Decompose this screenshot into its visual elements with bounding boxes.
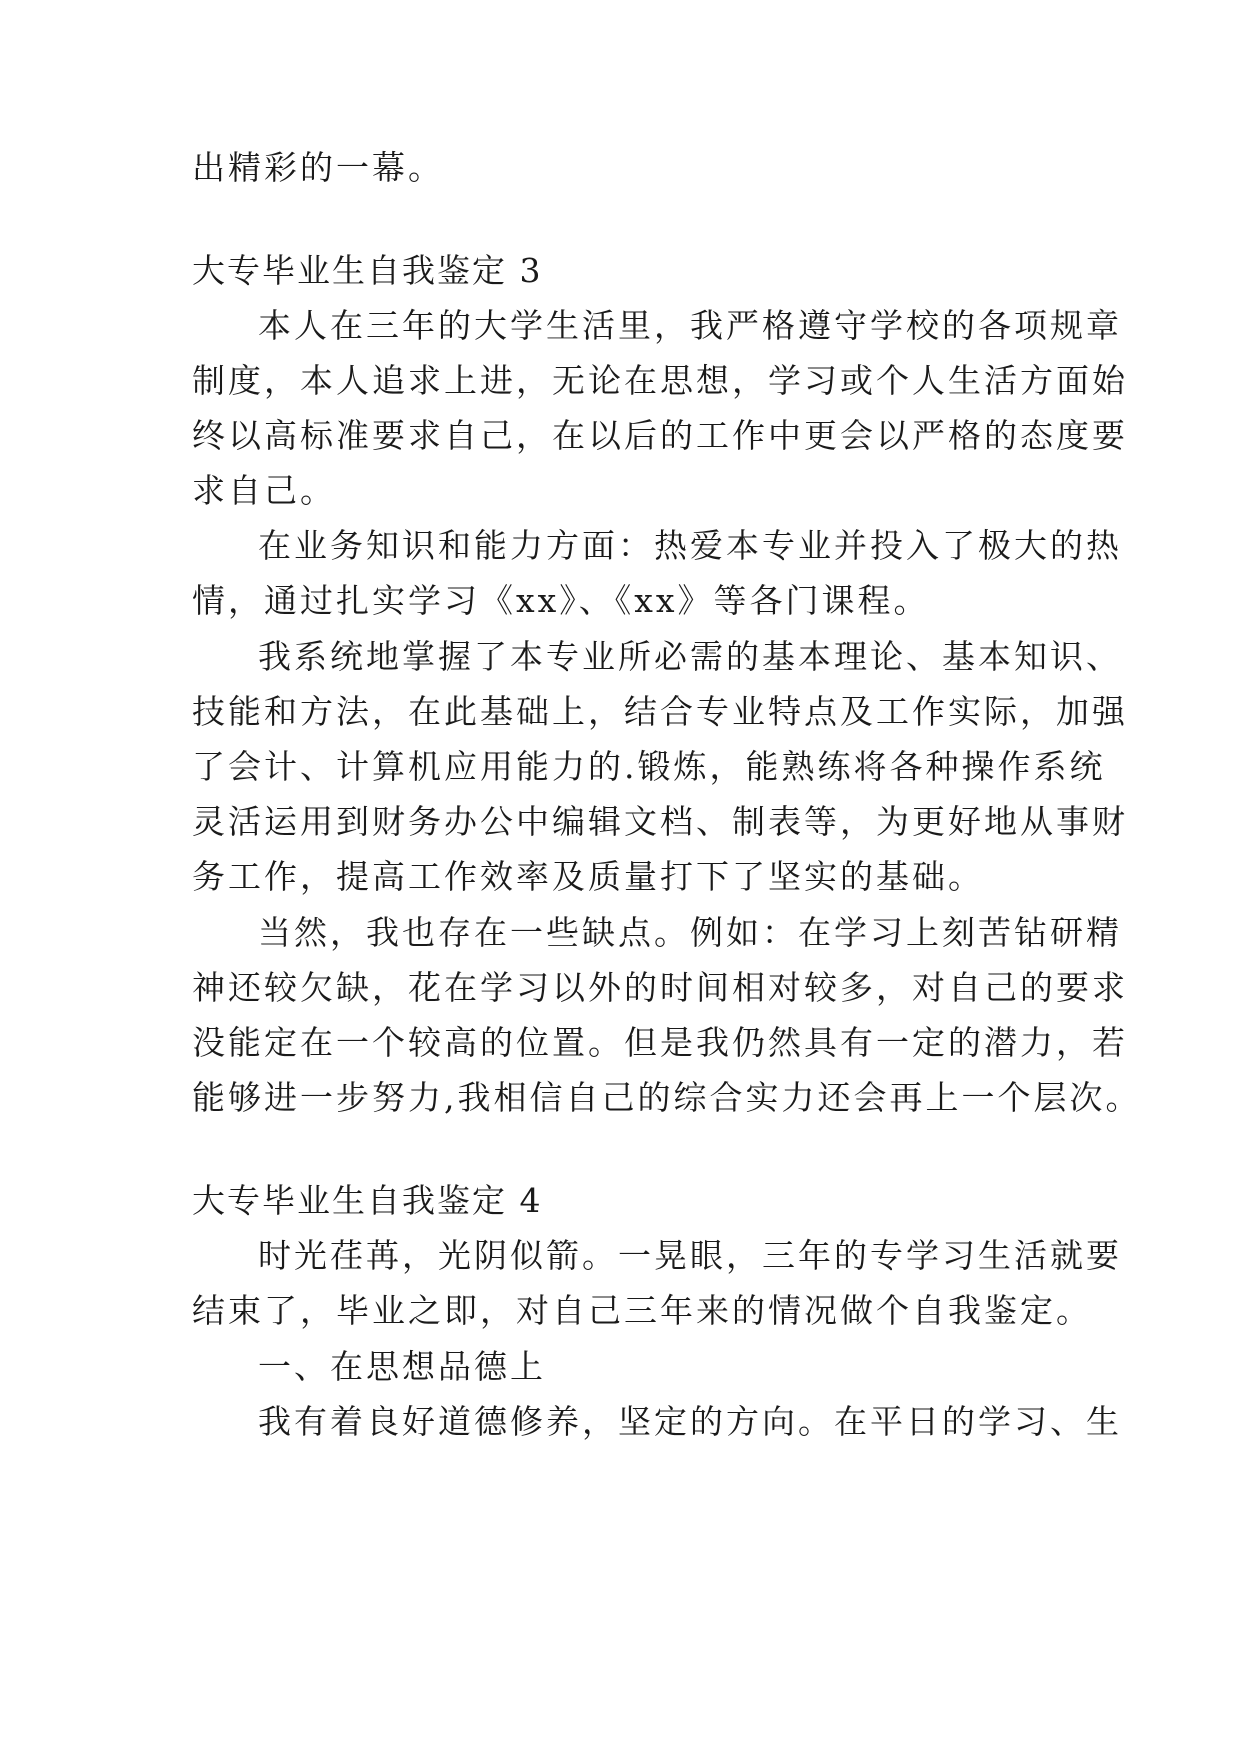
paragraph-line: 求自己。 bbox=[192, 471, 336, 510]
paragraph-line: 结束了，毕业之即，对自己三年来的情况做个自我鉴定。 bbox=[192, 1291, 1092, 1330]
paragraph-line: 技能和方法，在此基础上，结合专业特点及工作实际，加强 bbox=[192, 692, 1128, 731]
paragraph-line: 我有着良好道德修养，坚定的方向。在平日的学习、生 bbox=[258, 1402, 1122, 1441]
paragraph-line: 在业务知识和能力方面：热爱本专业并投入了极大的热 bbox=[258, 526, 1122, 565]
paragraph-line: 能够进一步努力,我相信自己的综合实力还会再上一个层次。 bbox=[192, 1078, 1142, 1117]
subheading-line: 一、在思想品德上 bbox=[258, 1347, 546, 1386]
continuation-line: 出精彩的一幕。 bbox=[192, 148, 444, 187]
paragraph-line: 时光荏苒，光阴似箭。一晃眼，三年的专学习生活就要 bbox=[258, 1236, 1122, 1275]
paragraph-line: 制度，本人追求上进，无论在思想，学习或个人生活方面始 bbox=[192, 361, 1128, 400]
paragraph-line: 灵活运用到财务办公中编辑文档、制表等，为更好地从事财 bbox=[192, 802, 1128, 841]
paragraph-line: 务工作，提高工作效率及质量打下了坚实的基础。 bbox=[192, 857, 984, 896]
paragraph-line: 神还较欠缺，花在学习以外的时间相对较多，对自己的要求 bbox=[192, 968, 1128, 1007]
paragraph-line: 本人在三年的大学生活里，我严格遵守学校的各项规章 bbox=[258, 306, 1122, 345]
paragraph-line: 终以高标准要求自己，在以后的工作中更会以严格的态度要 bbox=[192, 416, 1128, 455]
paragraph-line: 当然，我也存在一些缺点。例如：在学习上刻苦钻研精 bbox=[258, 913, 1122, 952]
section-3-title: 大专毕业生自我鉴定 3 bbox=[192, 251, 543, 290]
section-4-title: 大专毕业生自我鉴定 4 bbox=[192, 1181, 543, 1220]
paragraph-line: 我系统地掌握了本专业所必需的基本理论、基本知识、 bbox=[258, 637, 1122, 676]
paragraph-line: 没能定在一个较高的位置。但是我仍然具有一定的潜力，若 bbox=[192, 1023, 1128, 1062]
paragraph-line: 了会计、计算机应用能力的.锻炼，能熟练将各种操作系统 bbox=[192, 747, 1106, 786]
paragraph-line: 情，通过扎实学习《xx》、《xx》等各门课程。 bbox=[192, 581, 930, 620]
